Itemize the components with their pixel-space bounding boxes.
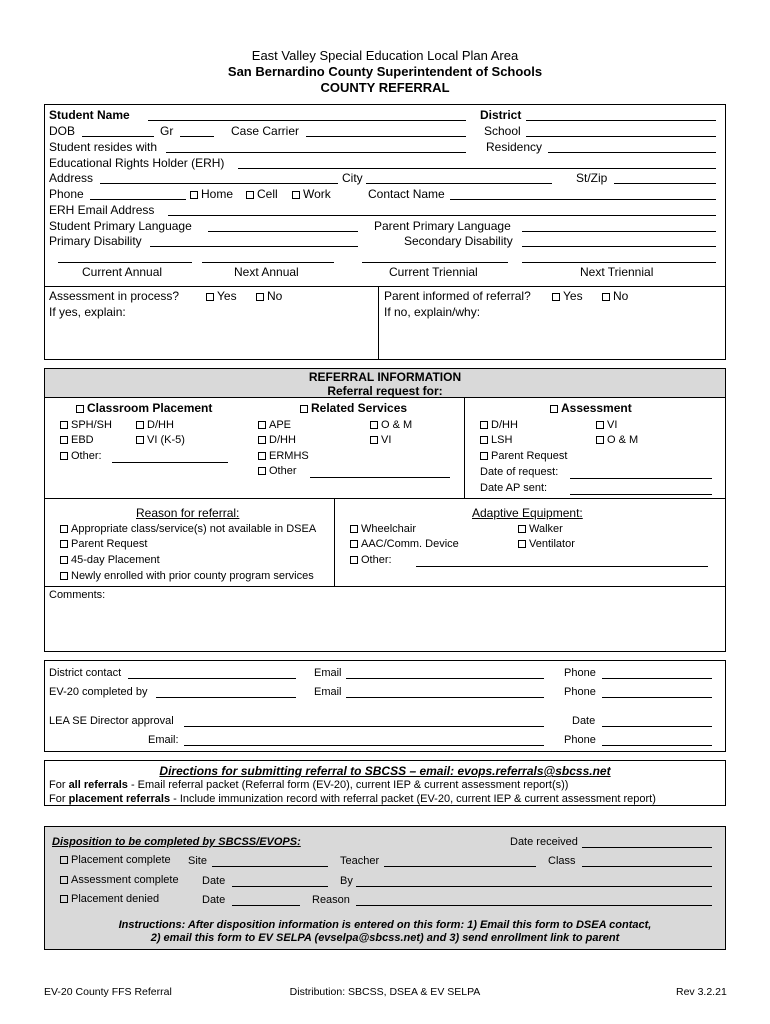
placement-denied-checkbox[interactable] [60, 895, 68, 903]
reason-4-label: Newly enrolled with prior county program services [71, 570, 314, 582]
case-carrier-field[interactable] [306, 136, 466, 137]
directions-line2 [49, 792, 656, 806]
related-other-checkbox[interactable] [258, 467, 266, 475]
assessment-checkbox[interactable] [550, 405, 558, 413]
ev20-field[interactable] [156, 697, 296, 698]
vik5-checkbox[interactable] [136, 436, 144, 444]
divider [44, 286, 726, 287]
footer-left: EV-20 County FFS Referral [44, 986, 172, 998]
referral-subtitle: Referral request for: [327, 384, 443, 398]
erh-field[interactable] [238, 168, 716, 169]
erh-email-field[interactable] [168, 215, 716, 216]
referral-title: REFERRAL INFORMATION [308, 370, 462, 384]
assessment-complete-checkbox[interactable] [60, 876, 68, 884]
lea-email-field[interactable] [184, 745, 544, 746]
reason-3[interactable] [60, 553, 160, 567]
contact-name-label: Contact Name [368, 187, 445, 201]
equip-other-field[interactable] [416, 566, 708, 567]
contacts-box [44, 660, 726, 752]
ebd-option[interactable] [60, 433, 94, 447]
ev20-email-field[interactable] [346, 697, 544, 698]
lea-field[interactable] [184, 726, 544, 727]
equip-other-checkbox[interactable] [350, 556, 358, 564]
vik5-option[interactable] [136, 433, 185, 447]
residency-label: Residency [486, 140, 543, 154]
dhh-label: D/HH [269, 434, 296, 446]
classroom-placement[interactable] [76, 401, 212, 415]
reason-1-label: Appropriate class/service(s) not available in DSEA [71, 523, 317, 535]
phone-cell[interactable] [246, 187, 278, 201]
primary-language-field[interactable] [208, 231, 358, 232]
parent-yes[interactable] [552, 289, 583, 303]
classroom-other-field[interactable] [112, 462, 228, 463]
walker-checkbox[interactable] [518, 525, 526, 533]
parent-yes-checkbox[interactable] [552, 293, 560, 301]
ev20-phone-field[interactable] [602, 697, 712, 698]
phone-label: Phone [564, 686, 596, 698]
reason-1[interactable] [60, 522, 316, 536]
cell-checkbox[interactable] [246, 191, 254, 199]
secondary-disability-label: Secondary Disability [404, 234, 513, 248]
instructions-line2: 2) email this form to EV SELPA (evselpa@sbcss.net) and 3) send enrollment link to parent [150, 932, 620, 944]
site-label: Site [188, 855, 207, 867]
date-ap-field[interactable] [570, 494, 712, 495]
placement-complete-option[interactable] [60, 853, 171, 867]
ev20-label: EV-20 completed by [49, 686, 148, 698]
by-field[interactable] [356, 886, 712, 887]
home-checkbox[interactable] [190, 191, 198, 199]
assessment-no[interactable] [256, 289, 282, 303]
date-request-field[interactable] [570, 478, 712, 479]
class-label: Class [548, 855, 576, 867]
ape-label: APE [269, 419, 292, 431]
related-other-field[interactable] [310, 477, 450, 478]
divider [44, 586, 726, 587]
ventilator-option[interactable] [518, 537, 575, 551]
assessment-yes-checkbox[interactable] [206, 293, 214, 301]
classroom-other-checkbox[interactable] [60, 452, 68, 460]
vi-option[interactable] [370, 433, 391, 447]
parent-request-label: Parent Request [491, 450, 568, 462]
residency-field[interactable] [548, 152, 716, 153]
walker-label: Walker [529, 523, 563, 535]
lsh-label: LSH [491, 434, 513, 446]
email2-label: Email: [148, 734, 179, 746]
city-field[interactable] [366, 183, 552, 184]
assess-dhh-option[interactable] [480, 418, 518, 432]
parent-no-checkbox[interactable] [602, 293, 610, 301]
home-label: Home [201, 187, 234, 201]
assess-om-checkbox[interactable] [596, 436, 604, 444]
related-label: Related Services [311, 401, 408, 415]
placement-complete-label: Placement complete [71, 854, 171, 866]
primary-disability-field[interactable] [150, 246, 358, 247]
reason-3-label: 45-day Placement [71, 554, 160, 566]
district-phone-field[interactable] [602, 678, 712, 679]
header-line1: East Valley Special Education Local Plan Area [251, 48, 519, 63]
assessment-option[interactable] [550, 401, 632, 415]
secondary-disability-field[interactable] [522, 246, 716, 247]
reason-1-checkbox[interactable] [60, 525, 68, 533]
ebd-label: EBD [71, 434, 94, 446]
gr-field[interactable] [180, 136, 214, 137]
erh-label: Educational Rights Holder (ERH) [49, 156, 225, 170]
student-name-field[interactable] [148, 120, 466, 121]
lsh-option[interactable] [480, 433, 512, 447]
om-checkbox[interactable] [370, 421, 378, 429]
vi-checkbox[interactable] [370, 436, 378, 444]
case-carrier-label: Case Carrier [231, 124, 300, 138]
assess-om-option[interactable] [596, 433, 638, 447]
assessment-complete-option[interactable] [60, 873, 179, 887]
if-no-label: If no, explain/why: [384, 305, 481, 319]
date-received-label: Date received [510, 836, 578, 848]
phone-label: Phone [49, 187, 84, 201]
date-ap-label: Date AP sent: [480, 482, 548, 494]
resides-with-field[interactable] [166, 152, 466, 153]
date2-label: Date [202, 894, 226, 906]
assessment-label: Assessment [561, 401, 632, 415]
by-label: By [340, 875, 353, 887]
dob-label: DOB [49, 124, 76, 138]
no-label: No [267, 289, 283, 303]
district-email-field[interactable] [346, 678, 544, 679]
header-line2: San Bernardino County Superintendent of Schools [227, 64, 543, 79]
sph-label: SPH/SH [71, 419, 112, 431]
footer-right: Rev 3.2.21 [676, 986, 727, 998]
dhh-label: D/HH [491, 419, 518, 431]
primary-language-label: Student Primary Language [49, 219, 192, 233]
dob-field[interactable] [82, 136, 154, 137]
date-label: Date [202, 875, 226, 887]
placement-complete-checkbox[interactable] [60, 856, 68, 864]
other-label: Other: [361, 554, 392, 566]
related-services[interactable] [300, 401, 407, 415]
line1-bold: all referrals [68, 779, 128, 791]
resides-with-label: Student resides with [49, 140, 158, 154]
ape-checkbox[interactable] [258, 421, 266, 429]
vi-label: VI [381, 434, 392, 446]
line2-prefix: For [49, 793, 69, 805]
gr-label: Gr [160, 124, 174, 138]
next-annual-label: Next Annual [234, 265, 299, 279]
equipment-title: Adaptive Equipment: [472, 506, 583, 520]
next-triennial-field[interactable] [522, 262, 716, 263]
om-option[interactable] [370, 418, 412, 432]
district-contact-label: District contact [49, 667, 122, 679]
cell-label: Cell [257, 187, 278, 201]
phone-label: Phone [564, 667, 596, 679]
site-field[interactable] [212, 866, 328, 867]
assess-vi-option[interactable] [596, 418, 617, 432]
no-label: No [613, 289, 629, 303]
yes-label: Yes [217, 289, 237, 303]
dhh-option[interactable] [136, 418, 174, 432]
district-contact-field[interactable] [128, 678, 296, 679]
school-field[interactable] [526, 136, 716, 137]
other-label: Other: [71, 450, 102, 462]
om-label: O & M [607, 434, 639, 446]
line2-rest: - Include immunization record with referral packet (EV-20, current IEP & current assessment report) [170, 793, 656, 805]
address-label: Address [49, 171, 94, 185]
work-label: Work [303, 187, 331, 201]
date-label: Date [572, 715, 596, 727]
assessment-no-checkbox[interactable] [256, 293, 264, 301]
assess-parent-request-checkbox[interactable] [480, 452, 488, 460]
placement-denied-label: Placement denied [71, 893, 160, 905]
reason-3-checkbox[interactable] [60, 556, 68, 564]
teacher-label: Teacher [340, 855, 380, 867]
district-label: District [480, 108, 522, 122]
related-checkbox[interactable] [300, 405, 308, 413]
assess-parent-request-option[interactable] [480, 449, 567, 463]
phone-work[interactable] [292, 187, 331, 201]
ermhs-label: ERMHS [269, 450, 309, 462]
reason-4-checkbox[interactable] [60, 572, 68, 580]
assessment-complete-label: Assessment complete [71, 874, 179, 886]
parent-language-field[interactable] [522, 231, 716, 232]
related-dhh-option[interactable] [258, 433, 296, 447]
district-field[interactable] [526, 120, 716, 121]
sph-option[interactable] [60, 418, 112, 432]
comments-label: Comments: [49, 589, 106, 601]
footer-center: Distribution: SBCSS, DSEA & EV SELPA [289, 986, 481, 998]
disposition-title: Disposition to be completed by SBCSS/EVOPS: [52, 836, 301, 848]
date-request-label: Date of request: [480, 466, 559, 478]
assessment-date-field[interactable] [232, 886, 328, 887]
reason-label: Reason [312, 894, 350, 906]
yes-label: Yes [563, 289, 583, 303]
wheelchair-option[interactable] [350, 522, 416, 536]
date-received-field[interactable] [582, 847, 712, 848]
reason-2[interactable] [60, 537, 147, 551]
next-annual-field[interactable] [202, 262, 334, 263]
wheelchair-checkbox[interactable] [350, 525, 358, 533]
reason-2-checkbox[interactable] [60, 540, 68, 548]
parent-informed-label: Parent informed of referral? [384, 289, 531, 303]
email-label: Email [314, 686, 342, 698]
current-annual-label: Current Annual [82, 265, 163, 279]
placement-denied-option[interactable] [60, 892, 159, 906]
related-other-option[interactable] [258, 464, 297, 478]
header-line3: COUNTY REFERRAL [320, 80, 450, 95]
lsh-checkbox[interactable] [480, 436, 488, 444]
directions-title: Directions for submitting referral to SBCSS – email: evops.referrals@sbcss.net [159, 764, 611, 778]
phone-label: Phone [564, 734, 596, 746]
om-label: O & M [381, 419, 413, 431]
contact-name-field[interactable] [450, 199, 716, 200]
instructions-line1: Instructions: After disposition information is entered on this form: 1) Email this form to DSEA contact, [118, 919, 652, 931]
dhh-checkbox[interactable] [136, 421, 144, 429]
phone-home[interactable] [190, 187, 233, 201]
ebd-checkbox[interactable] [60, 436, 68, 444]
line1-prefix: For [49, 779, 69, 791]
assess-vi-checkbox[interactable] [596, 421, 604, 429]
email-label: Email [314, 667, 342, 679]
assessment-divider [464, 398, 465, 498]
assessment-q-label: Assessment in process? [49, 289, 180, 303]
lea-phone-field[interactable] [602, 745, 712, 746]
phone-field[interactable] [90, 199, 186, 200]
lea-label: LEA SE Director approval [49, 715, 174, 727]
parent-language-label: Parent Primary Language [374, 219, 511, 233]
work-checkbox[interactable] [292, 191, 300, 199]
city-label: City [342, 171, 363, 185]
sph-checkbox[interactable] [60, 421, 68, 429]
aac-label: AAC/Comm. Device [361, 538, 459, 550]
classroom-label: Classroom Placement [87, 401, 213, 415]
line2-bold: placement referrals [68, 793, 171, 805]
divider-vertical [378, 286, 379, 360]
current-triennial-label: Current Triennial [389, 265, 478, 279]
vik5-label: VI (K-5) [147, 434, 185, 446]
student-name-label: Student Name [49, 108, 130, 122]
vi-label: VI [607, 419, 618, 431]
reason-title: Reason for referral: [136, 506, 240, 520]
reason-field[interactable] [356, 905, 712, 906]
reason-4[interactable] [60, 569, 314, 583]
assessment-yes[interactable] [206, 289, 237, 303]
line1-rest: - Email referral packet (Referral form (EV-20), current IEP & current assessment report(s)) [127, 779, 569, 791]
ventilator-label: Ventilator [529, 538, 575, 550]
reason-divider [334, 498, 335, 586]
primary-disability-label: Primary Disability [49, 234, 142, 248]
ventilator-checkbox[interactable] [518, 540, 526, 548]
if-yes-label: If yes, explain: [49, 305, 126, 319]
erh-email-label: ERH Email Address [49, 203, 155, 217]
equip-other-option[interactable] [350, 553, 392, 567]
classroom-checkbox[interactable] [76, 405, 84, 413]
related-dhh-checkbox[interactable] [258, 436, 266, 444]
reason-2-label: Parent Request [71, 538, 148, 550]
divider [44, 498, 726, 499]
assess-dhh-checkbox[interactable] [480, 421, 488, 429]
lea-date-field[interactable] [602, 726, 712, 727]
directions-line1 [49, 778, 568, 792]
other-label: Other [269, 465, 297, 477]
aac-checkbox[interactable] [350, 540, 358, 548]
school-label: School [484, 124, 521, 138]
address-field[interactable] [100, 183, 338, 184]
denied-date-field[interactable] [232, 905, 300, 906]
walker-option[interactable] [518, 522, 563, 536]
parent-no[interactable] [602, 289, 628, 303]
wheelchair-label: Wheelchair [361, 523, 417, 535]
stzip-field[interactable] [614, 183, 716, 184]
dhh-label: D/HH [147, 419, 174, 431]
ermhs-option[interactable] [258, 449, 309, 463]
ermhs-checkbox[interactable] [258, 452, 266, 460]
current-triennial-field[interactable] [362, 262, 508, 263]
aac-option[interactable] [350, 537, 459, 551]
class-field[interactable] [582, 866, 712, 867]
next-triennial-label: Next Triennial [580, 265, 654, 279]
classroom-other-option[interactable] [60, 449, 102, 463]
stzip-label: St/Zip [576, 171, 608, 185]
ape-option[interactable] [258, 418, 291, 432]
teacher-field[interactable] [384, 866, 536, 867]
current-annual-field[interactable] [58, 262, 192, 263]
